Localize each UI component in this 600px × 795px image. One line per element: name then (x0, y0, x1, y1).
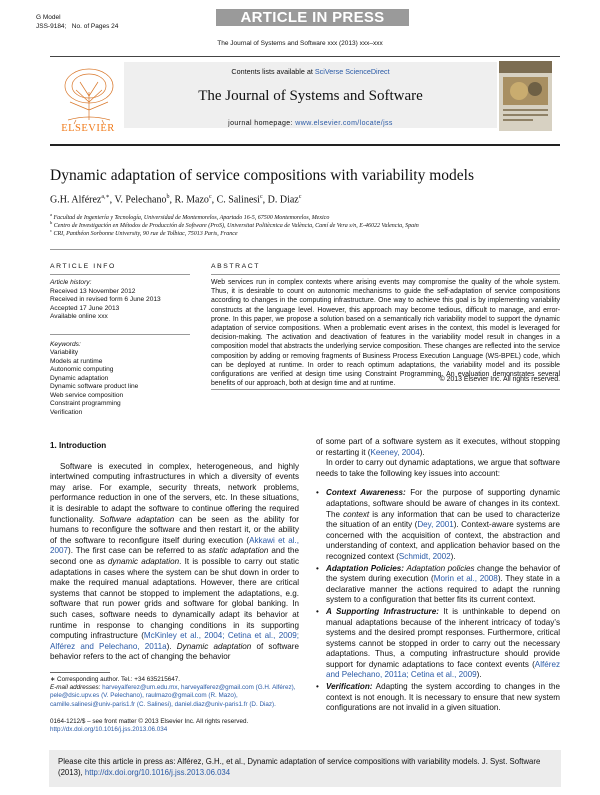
citation-link[interactable]: McKinley et al., 2004; Cetina et al., 2009; Alférez and Pelechano, 2011a (50, 631, 299, 651)
keyword: Dynamic adaptation (50, 374, 109, 382)
contents-line: Contents lists available at SciVerse ScienceDirect (231, 67, 390, 76)
masthead-divider (50, 144, 560, 146)
divider (50, 274, 190, 275)
paragraph: of some part of a software system as it executes, without stopping or restarting it (Keeney, 2004). (316, 437, 560, 457)
issn-line: 0164-1212/$ – see front matter © 2013 Elsevier Inc. All rights reserved. (50, 718, 249, 725)
citation-link[interactable]: Morin et al., 2008 (433, 574, 498, 584)
author: R. Mazo (174, 194, 209, 206)
journal-cover-icon (499, 61, 552, 131)
keyword: Variability (50, 349, 79, 356)
history-item: Received 13 November 2012 (50, 287, 136, 295)
keyword: Dynamic software product line (50, 383, 139, 390)
list-item: • Verification: Adapting the system according to changes in the context is not enough. It is necessary to ensure that new system configurations are not invalid in a given situation. (316, 682, 560, 714)
citation-link[interactable]: Keeney, 2004 (370, 447, 420, 457)
author-list: G.H. Alférez$^{a,∗}$, V. Pelechano$^b$, R. Mazo$^c$, C. Salinesi$^c$, D. Diaz$^c$ (50, 194, 302, 206)
article-info-heading: ARTICLE INFO (50, 263, 116, 270)
article-info (50, 279, 190, 417)
history-item: Accepted 17 June 2013 (50, 304, 120, 312)
journal-ref: The Journal of Systems and Software xxx (2013) xxx–xxx (217, 40, 383, 47)
abstract-heading: ABSTRACT (211, 263, 261, 270)
list-item: • A Supporting Infrastructure: It is unthinkable to depend on manual adaptations because of the inherent intricacy of today’s systems and the desired prompt responses. Furthermore, critical systems cannot be stopped in order to carry out the necessary adaptations. Thus, a computing infrastructure should provide support for dynamic adaptations to face context events (Alférez and Pelechano, 2011a; Cetina et al., 2009). (316, 607, 560, 681)
body-column-left (50, 441, 299, 663)
footnotes (50, 676, 299, 709)
journal-name: The Journal of Systems and Software (198, 88, 423, 104)
author: C. Salinesi (216, 194, 260, 206)
citation-link[interactable]: Alférez and Pelechano, 2011a; Cetina et al., 2009 (326, 659, 560, 680)
affiliation: $^b$ Centro de Investigación en Métodos de Producción de Software (ProS), Universitat Politècnica de València, Camí de Vera s/n, E-46022 Valencia, Spain (50, 220, 419, 229)
affiliation: $^c$ CRI, Panthéon Sorbonne University, 90 rue de Tolbiac, 75013 Paris, France (50, 228, 238, 237)
copyright: © 2013 Elsevier Inc. All rights reserved. (439, 376, 560, 383)
elsevier-tree-logo-icon (56, 62, 122, 132)
citation-link[interactable]: Schmidt, 2002 (398, 551, 451, 561)
model-label: G Model (36, 14, 61, 21)
issn-block (50, 718, 299, 734)
citation-text: Please cite this article in press as: Alférez, G.H., et al., Dynamic adaptation of service compositions with variability models. J. Syst. Software (2013), http://dx.doi.org/10.1016/j.jss.2013.06.034 (58, 757, 541, 777)
divider (50, 334, 190, 335)
list-item: • Context Awareness: For the purpose of supporting dynamic adaptations, software should be aware of changes in its context. The context is any information that can be used to characterize the situation of an entity (Dey, 2001). Context-aware systems are concerned with the acquisition of context, the abstraction and understanding of context, and application behavior based on the recognized context (Schmidt, 2002). (316, 488, 560, 562)
header-divider (50, 56, 560, 57)
keywords-label: Keywords: (50, 340, 81, 348)
article-header-left (36, 14, 118, 31)
divider (211, 389, 560, 390)
author: D. Diaz (267, 194, 299, 206)
history-label: Article history: (50, 279, 92, 286)
history-item: Received in revised form 6 June 2013 (50, 296, 161, 303)
paragraph: Software is executed in complex, heterogeneous, and highly intertwined computing infrastructures in which a diversity of events may arise. For example, security threats, network problems, performance reduction in one of the servers, etc. In these situations, it is desirable to adapt the software to continue offering the required functionality. Software adaptation can be seen as the ability for humans to reconfigure the software and then restart it, or the ability of the software to reconfigure itself during execution (Akkawi et al., 2007). The first case can be referred to as static adaptation and the second one as dynamic adaptation. It is possible to carry out static adaptations in cases where the system can be shut down in order to make the required manual adaptations. However, there are critical systems that cannot be stopped to implement the adaptations, e.g. software that run power grids and software for global banking. In such cases, software needs to dynamically adapt its behavior at runtime in response to changing conditions in its supporting computing infrastructure (McKinley et al., 2004; Cetina et al., 2009; Alférez and Pelechano, 2011a). Dynamic adaptation of software behavior refers to the act of changing the behavior (50, 461, 300, 662)
section-heading: 1. Introduction (50, 441, 107, 450)
keyword: Constraint programming (50, 400, 121, 407)
list-item: • Adaptation Policies: Adaptation policies change the behavior of the system during execution (Morin et al., 2008). They state in a declarative manner the actions required to adapt the running system to a configuration that better fits its current context. (316, 564, 560, 606)
keyword: Web service composition (50, 391, 124, 399)
citation-doi-link[interactable]: http://dx.doi.org/10.1016/j.jss.2013.06.034 (84, 767, 231, 777)
citation-link[interactable]: Akkawi et al., 2007 (50, 535, 299, 556)
publisher-name: ELSEVIER (61, 123, 115, 134)
corresponding-author: ∗ Corresponding author. Tel.: +34 635215647. (50, 676, 180, 683)
doi-link[interactable]: http://dx.doi.org/10.1016/j.jss.2013.06.034 (50, 726, 168, 734)
affiliation: $^a$ Facultad de Ingeniería y Tecnología, Universidad de Montemorelos, Apartado 16-5, 67500 Montemorelos, Mexico (50, 212, 330, 221)
ref-line: JSS-9184; (36, 22, 67, 30)
citation-link[interactable]: Dey, 2001 (417, 520, 454, 530)
author: G.H. Alférez (50, 194, 102, 206)
body-column-right (316, 437, 560, 714)
email-addresses: E-mail addresses: harveyalferez@um.edu.mx, harveyalferez@gmail.com (G.H. Alférez), pele@dsic.upv.es (V. Pelechano), raulmazo@gmail.com (R. Mazo), camille.salinesi@univ-paris1.fr (C. Salinesi), daniel.diaz@univ-paris1.fr (D. Diaz). (50, 684, 296, 708)
history-item: Available online xxx (50, 313, 108, 320)
author: V. Pelechano (114, 194, 167, 206)
keyword: Models at runtime (50, 357, 103, 365)
article-in-press-banner: ARTICLE IN PRESS (216, 9, 409, 26)
sciencedirect-link[interactable]: SciVerse ScienceDirect (314, 67, 390, 76)
homepage-link[interactable]: www.elsevier.com/locate/jss (295, 120, 393, 127)
abstract-text: Web services run in complex contexts where arising events may compromise the quality of the whole system. Thus, it is desirable to count on autonomic mechanisms to guide the self-adaptation of service compositions according to changes in the computing infrastructure. One way to achieve this goal is by implementing variability constructs at the language level. However, this approach may become tedious, difficult to manage, and error-prone. In this paper, we propose a solution based on a semantically rich variability model to support the dynamic adaptation of service compositions. When a problematic event arises in the context, this model is leveraged for decision-making. The activation and deactivation of features in the variability model result in changes in a composition model that abstracts the underlying service composition. These changes are reflected into the service composition by adding or removing fragments of Business Process Execution Language (WS-BPEL) code, which can be deployed at runtime. In order to reach optimum adaptations, the variability model and its possible configurations are verified at design time using Constraint Programming. An evaluation demonstrates several benefits of our approach, both at design time and at runtime. (211, 279, 560, 388)
homepage-line: journal homepage: www.elsevier.com/locate/jss (228, 120, 393, 127)
footnote-divider (50, 672, 110, 673)
keyword: Verification (50, 408, 83, 416)
divider (211, 274, 560, 275)
pages-line: No. of Pages 24 (71, 22, 119, 30)
keyword: Autonomic computing (50, 366, 114, 373)
paragraph: In order to carry out dynamic adaptations, we argue that software needs to take the following key issues into account: (316, 458, 560, 478)
article-title: Dynamic adaptation of service compositions with variability models (50, 167, 475, 184)
divider (50, 249, 560, 250)
